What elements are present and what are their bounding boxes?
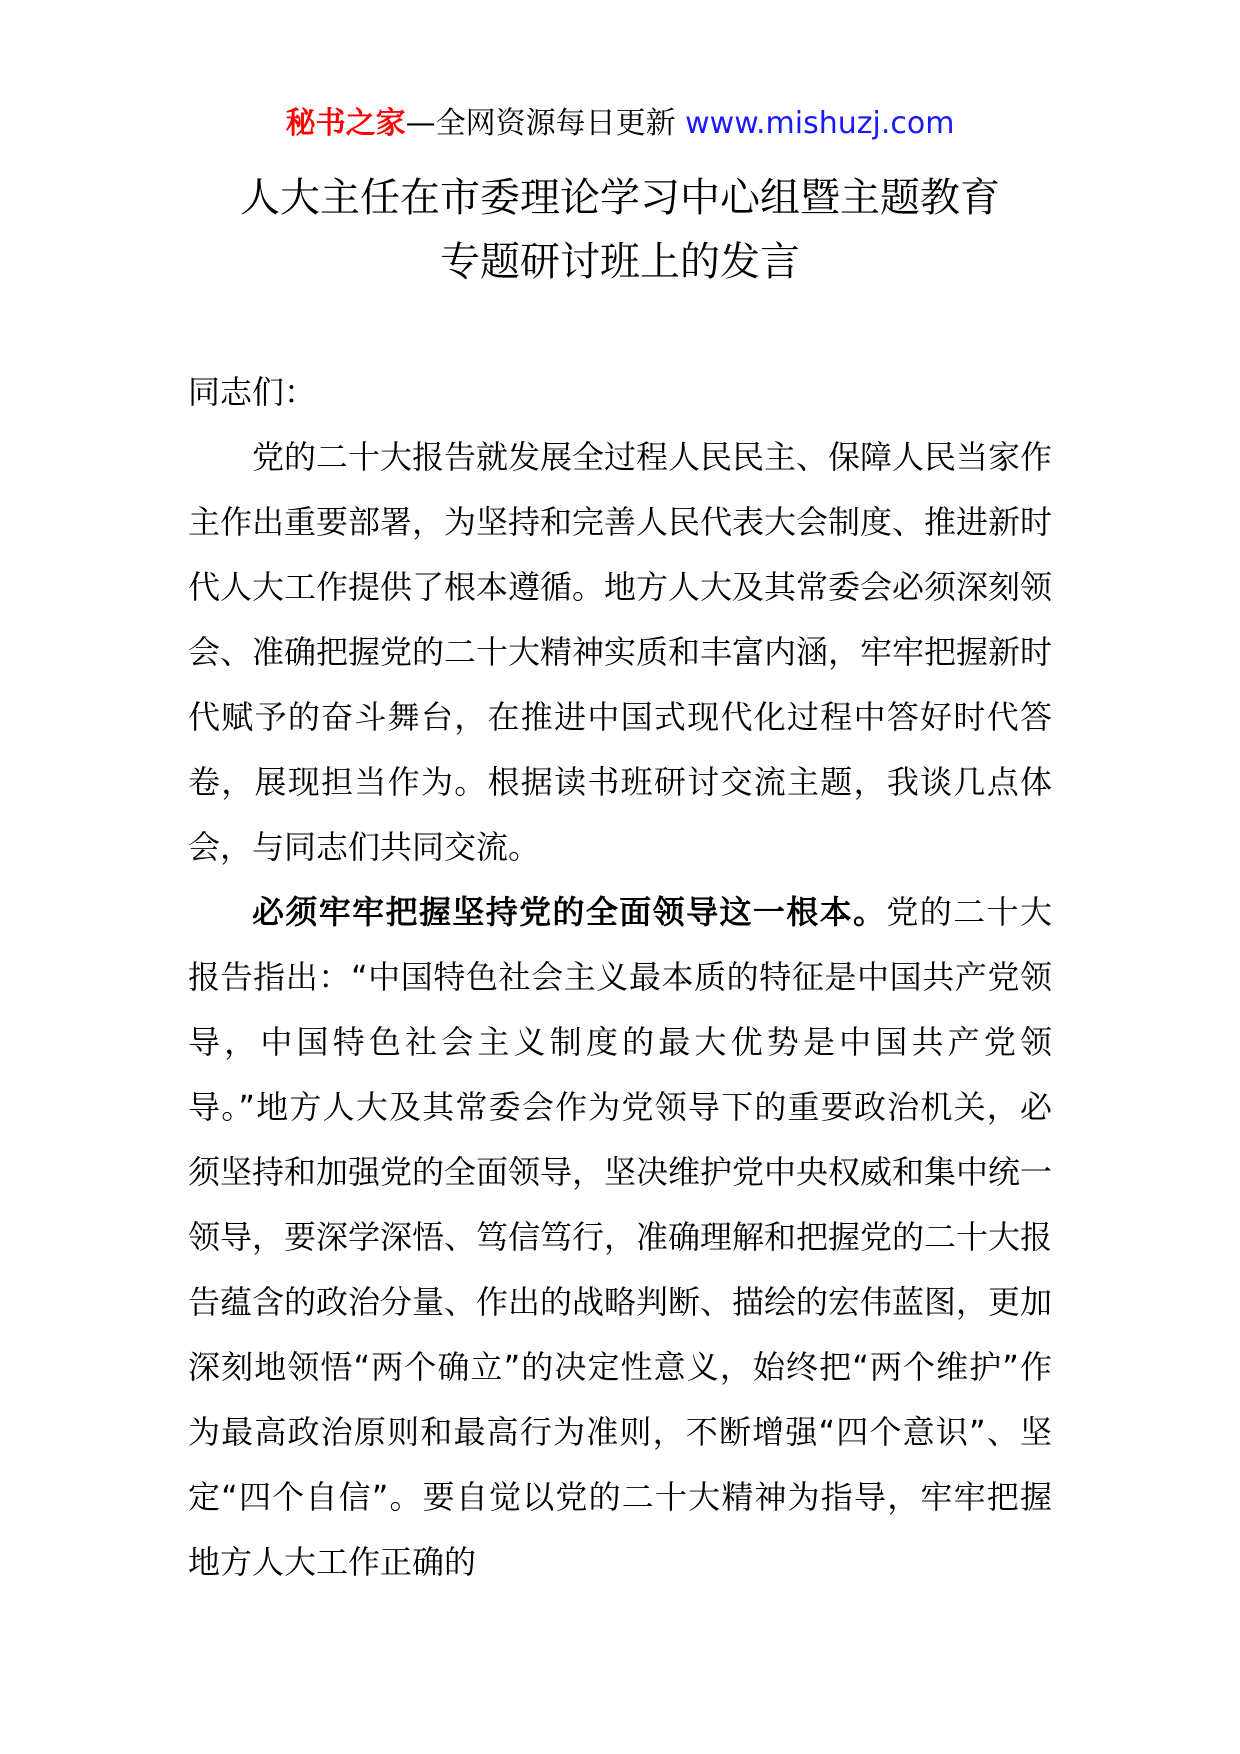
- document-title: [0, 166, 1240, 294]
- salutation: 同志们：: [188, 373, 317, 411]
- site-url-link[interactable]: www.mishuzj.com: [685, 106, 955, 141]
- section-heading: 必须牢牢把握坚持党的全面领导这一根本。: [252, 893, 887, 931]
- paragraph-intro: 党的二十大报告就发展全过程人民民主、保障人民当家作主作出重要部署，为坚持和完善人民代表大会制度、推进新时代人大工作提供了根本遵循。地方人大及其常委会必须深刻领会、准确把握党的二十大精神实质和丰富内涵，牢牢把握新时代赋予的奋斗舞台，在推进中国式现代化过程中答好时代答卷，展现担当作为。根据读书班研讨交流主题，我谈几点体会，与同志们共同交流。: [188, 438, 1053, 866]
- title-line-1: 人大主任在市委理论学习中心组暨主题教育: [240, 175, 1000, 221]
- paragraph-section-1: [188, 880, 1052, 1595]
- document-body: [188, 360, 1052, 1595]
- brand-name: 秘书之家: [285, 106, 406, 141]
- header-tagline: —全网资源每日更新: [405, 106, 686, 141]
- title-line-2: 专题研讨班上的发言: [440, 239, 800, 285]
- section-text: 党的二十大报告指出：“中国特色社会主义最本质的特征是中国共产党领导，中国特色社会主义制度的最大优势是中国共产党领导。”地方人大及其常委会作为党领导下的重要政治机关，必须坚持和加强党的全面领导，坚决维护党中央权威和集中统一领导，要深学深悟、笃信笃行，准确理解和把握党的二十大报告蕴含的政治分量、作出的战略判断、描绘的宏伟蓝图，更加深刻地领悟“两个确立”的决定性意义，始终把“两个维护”作为最高政治原则和最高行为准则，不断增强“四个意识”、坚定“四个自信”。要自觉以党的二十大精神为指导，牢牢把握地方人大工作正确的: [188, 893, 1053, 1581]
- site-header: [0, 104, 1240, 144]
